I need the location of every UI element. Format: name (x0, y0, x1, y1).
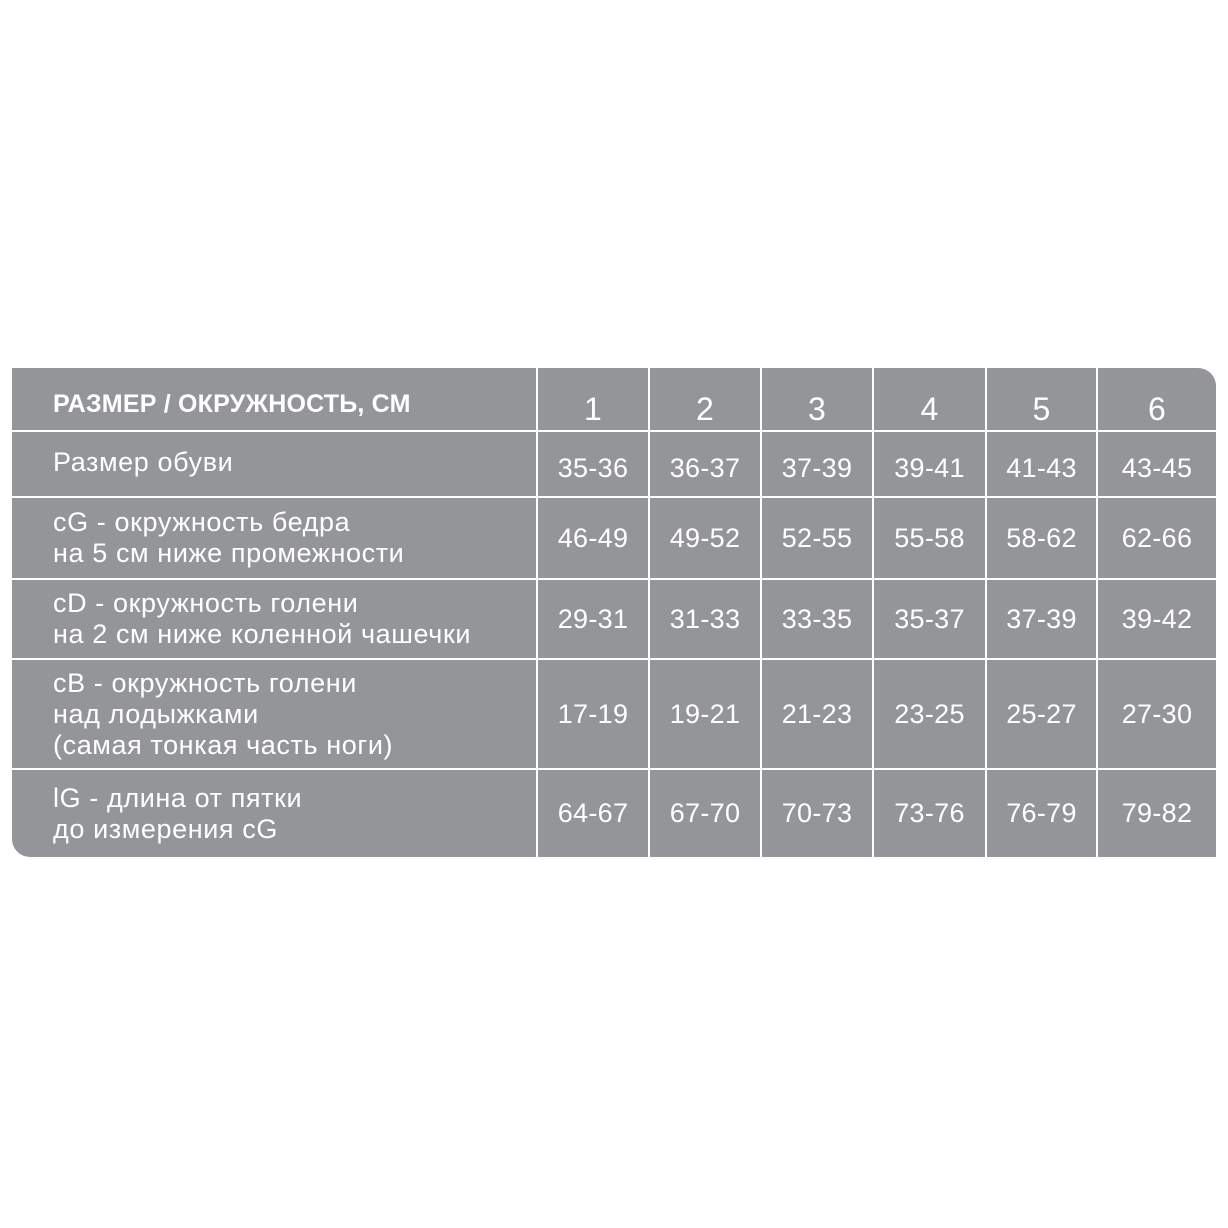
table-cell: 76-79 (1006, 798, 1077, 828)
size-header: 1 (583, 390, 603, 427)
table-cell: 62-66 (1121, 522, 1193, 553)
table-cell: 35-37 (894, 603, 965, 634)
table-cell: 73-76 (894, 798, 965, 828)
row-label (12, 770, 536, 857)
size-header: 3 (807, 390, 827, 427)
row-label-line: cB - окружность голени (53, 667, 357, 698)
table-cell: 49-52 (669, 522, 741, 553)
table-cell: 41-43 (1006, 453, 1077, 483)
row-label-line: (самая тонкая часть ноги) (53, 729, 394, 760)
table-row (12, 770, 1216, 857)
table-cell: 35-36 (557, 453, 629, 483)
table-row (12, 498, 1216, 578)
table-cell: 37-39 (1006, 603, 1077, 634)
row-label (12, 498, 536, 578)
table-cell: 36-37 (669, 453, 741, 483)
row-label (12, 432, 536, 496)
row-label (12, 580, 536, 658)
header-label: РАЗМЕР / ОКРУЖНОСТЬ, СМ (53, 389, 411, 418)
table-cell: 39-42 (1121, 603, 1193, 634)
table-cell: 33-35 (781, 603, 853, 634)
table-cell: 17-19 (557, 698, 629, 729)
table-cell: 67-70 (669, 798, 741, 828)
row-label-line: до измерения cG (53, 813, 278, 844)
table-cell: 55-58 (894, 522, 965, 553)
size-chart-table (12, 368, 1216, 857)
table-cell: 31-33 (669, 603, 741, 634)
row-label-line: cD - окружность голени (53, 588, 359, 618)
table-cell: 23-25 (894, 698, 965, 729)
table-row (12, 580, 1216, 658)
table-cell: 21-23 (781, 698, 853, 729)
table-cell: 29-31 (557, 603, 629, 634)
size-header: 4 (920, 390, 939, 427)
table-cell: 27-30 (1121, 698, 1193, 729)
row-label-line: Размер обуви (53, 447, 234, 477)
table-cell: 58-62 (1006, 522, 1077, 553)
table-cell: 39-41 (894, 453, 965, 483)
table-cell: 46-49 (557, 522, 629, 553)
size-header: 6 (1147, 390, 1167, 427)
row-label-line: над лодыжками (53, 698, 259, 729)
row-label-line: lG - длина от пятки (53, 782, 303, 813)
table-cell: 37-39 (781, 453, 853, 483)
table-row (12, 660, 1216, 768)
row-label-line: на 2 см ниже коленной чашечки (53, 619, 472, 649)
table-header-row (12, 368, 1216, 430)
table-cell: 79-82 (1121, 798, 1193, 828)
row-label (12, 660, 536, 768)
table-cell: 64-67 (557, 798, 629, 828)
table-cell: 25-27 (1006, 698, 1077, 729)
row-label-line: cG - окружность бедра (53, 507, 351, 537)
table-cell: 70-73 (781, 798, 853, 828)
table-cell: 43-45 (1121, 453, 1193, 483)
table-cell: 19-21 (669, 698, 741, 729)
table-cell: 52-55 (781, 522, 853, 553)
table-row (12, 432, 1216, 496)
size-header: 5 (1032, 390, 1051, 427)
row-label-line: на 5 см ниже промежности (53, 538, 405, 568)
size-header: 2 (695, 390, 715, 427)
